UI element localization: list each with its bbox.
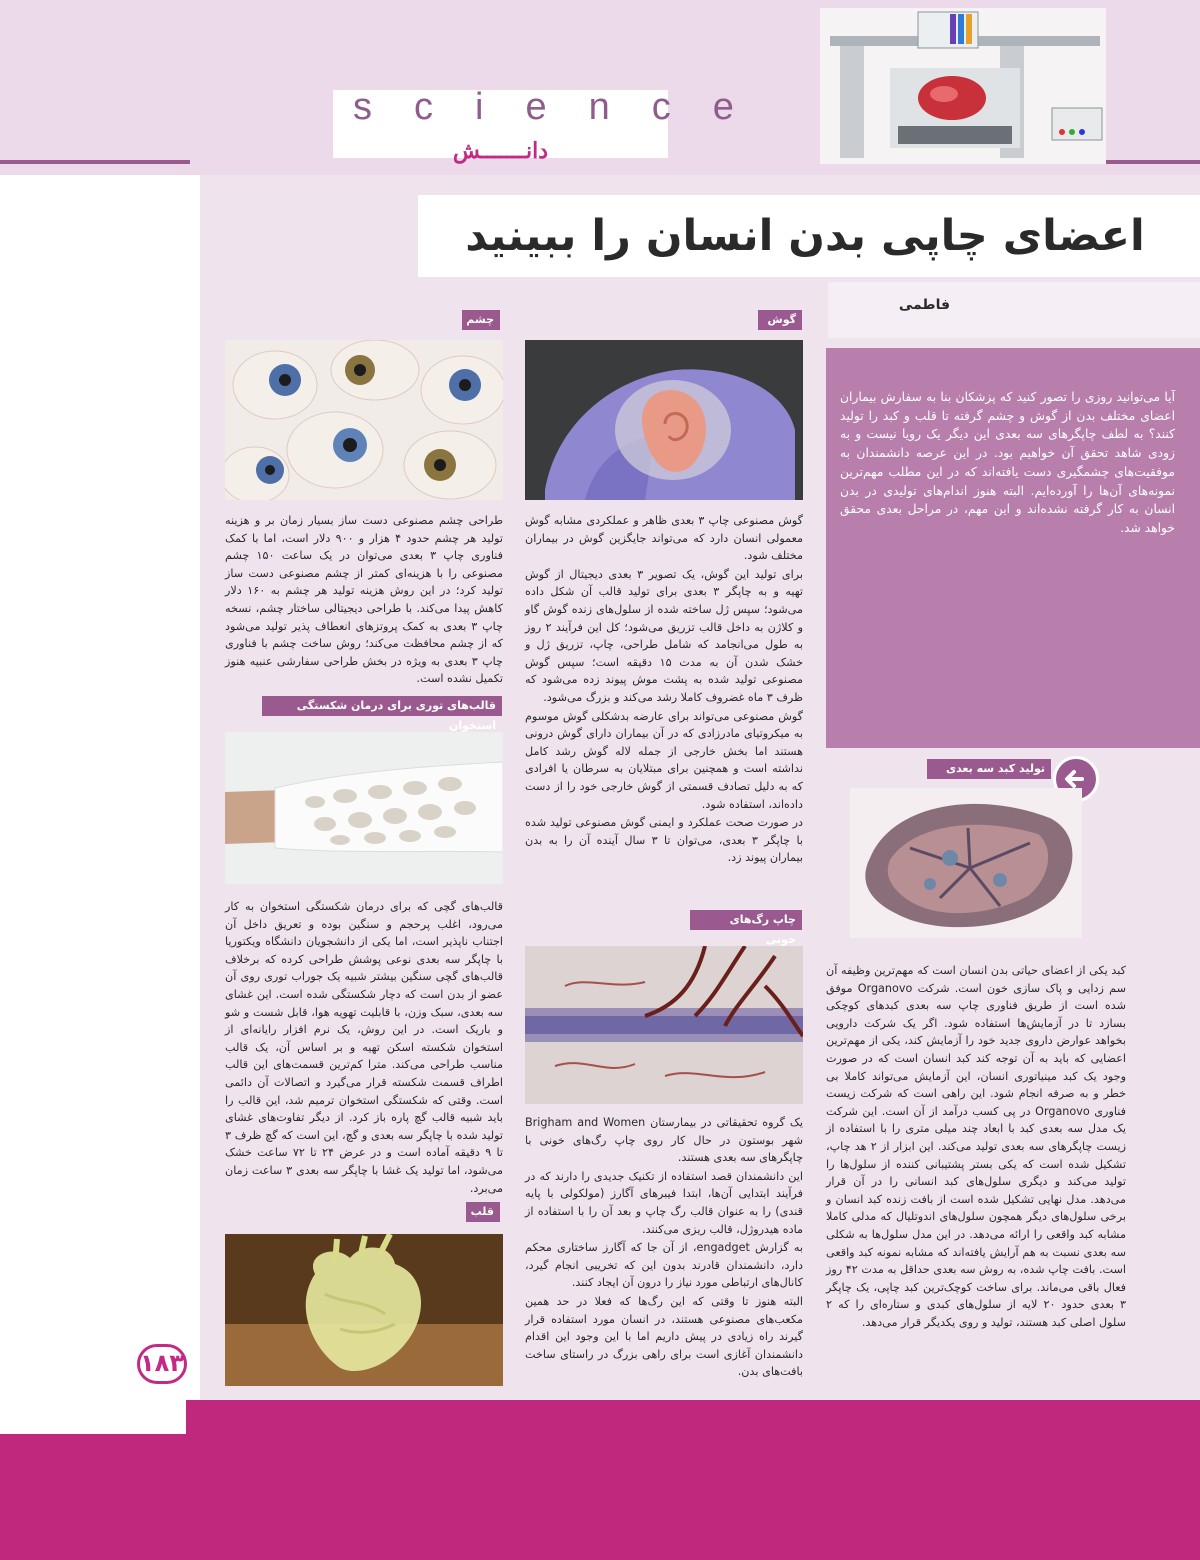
cast-text: قالب‌های گچی که برای درمان شکستگی استخوان به کار می‌رود، اغلب پرحجم و سنگین بوده و تعریق داخل آن اجتناب ناپذیر است، اما یکی از دانشجویان دانشگاه ویکتوریا با چاپگر سه بعدی نوعی پوشش طراحی کرده که برخلاف قالب‌های گچی سنگین بیشتر شبیه یک جوراب توری روی آن عضو از بدن است که دچار شکستگی شده است. این غشای سه بعدی، سبک وزن، با قابلیت تهویه هوا، قابل شست و شو و باریک است. در این روش، یک نرم افزار رایانه‌ای از استخوان شکسته اسکن تهیه و بر اساس آن، یک قالب مناسب طراحی می‌کند. مترا کم‌ترین قسمت‌های این قالب اطراف قسمت شکسته قرار می‌گیرد و اتصالات آن دائمی است. وقتی که شکستگی استخوان ترمیم شد، این قالب را باید شبیه قالب گچ پاره باز کرد. از دیگر تفاوت‌های غشای تولید شده با چاپگر سه بعدی و گچ، این است که گچ ظرف ۳ تا ۹ دقیقه آماده است و در عرض ۲۴ تا ۷۲ ساعت خشک می‌شود، اما تولید یک غشا با چاپگر سه بعدی ۳ ساعت زمان می‌برد. (225, 900, 503, 1195)
ear-paragraph: گوش مصنوعی چاپ ۳ بعدی ظاهر و عملکردی مشابه گوش معمولی انسان دارد که می‌تواند جایگزین گوش در بیماران مختلف شود. (525, 514, 803, 563)
vessels-paragraph: به گزارش engadget، از آن جا که آگارز ساختاری محکم دارد، دانشمندان قادرند بدون این که تخریبی انجام گیرد، کانال‌های ارتباطی مورد نیاز را درون آن ایجاد کنند. (525, 1241, 804, 1290)
author-name: فاطمی (898, 297, 950, 313)
intro-text: آیا می‌توانید روزی را تصور کنید که پزشکان بنا به سفارش بیماران اعضای مختلف بدن از گوش و چشم گرفته تا قلب و کبد را تولید کنند؟ به لطف چاپگرهای سه بعدی این دیگر یک رویا نیست و به زودی شاهد تحقق آن خواهیم بود. در این عرصه دانشمندان به موفقیت‌های چشمگیری دست یافته‌اند که در این مطلب مهم‌ترین نمونه‌های آن‌ها را آورده‌ایم. البته هنوز اندام‌های تولیدی در بدن انسان به کار گرفته نشده‌اند و این مهم، در مراحل بعدی محقق خواهد شد. (840, 390, 1175, 535)
liver-image (850, 788, 1082, 938)
section-label: دانـــــــش (452, 138, 549, 163)
header-divider-right (1104, 160, 1200, 164)
eye-text: طراحی چشم مصنوعی دست ساز بسیار زمان بر و هزینه تولید هر چشم حدود ۴ هزار و ۹۰۰ دلار است، اما با کمک فناوری چاپ ۳ بعدی می‌توان در یک ساعت ۱۵۰ چشم مصنوعی را با هزینه‌ای کمتر از چشم مصنوعی دست ساز تولید کرد؛ در این روش هزینه تولید هر چشم به ۱۶۰ دلار کاهش پیدا می‌کند. با طراحی دیجیتالی ساختار چشم، نسخه چاپ ۳ بعدی به کمک پروتز‌های انعطاف پذیر تولید می‌شود که از چشم محافظت می‌کند؛ روش ساخت چشم با فناوری چاپ ۳ بعدی به ویژه در بخش طراحی سفارشی عنبیه هنوز تکمیل نشده است. (225, 514, 504, 686)
eye-image (225, 340, 503, 500)
eye-label: چشم (462, 310, 500, 330)
vessels-paragraph: یک گروه تحقیقاتی در بیمارستان Brigham and Women شهر بوستون در حال کار روی چاپ رگ‌های خونی با چاپگرهای سه بعدی هستند. (525, 1116, 803, 1165)
cast-label: قالب‌های توری برای درمان شکستگی استخوان (262, 696, 502, 716)
header-divider-left (0, 160, 190, 164)
article-title: اعضای چاپی بدن انسان را ببینید (465, 211, 1145, 261)
ear-image (525, 340, 803, 500)
page-number: ۱۸۳ (137, 1344, 187, 1384)
cast-image (225, 732, 503, 884)
vessels-paragraph: البته هنوز تا وقتی که این رگ‌ها که فعلا در حد همین مکعب‌های مصنوعی هستند، در انسان مورد استفاده قرار گیرند راه زیادی در پیش داریم اما با این وجود این اقدام دانشمندان آغازی است برای راهی بزرگ در راستای ساخت بافت‌های بدن. (525, 1294, 803, 1379)
ear-paragraph: در صورت صحت عملکرد و ایمنی گوش مصنوعی تولید شده با چاپگر ۳ بعدی، می‌توان تا ۳ سال آینده آن را به بدن بیماران پیوند زد. (525, 816, 803, 865)
ear-text (525, 512, 803, 868)
liver-text: کبد یکی از اعضای حیاتی بدن انسان است که مهم‌ترین وظیفه آن سم زدایی و پاک سازی خون است. شرکت Organovo موفق شده است از طریق فناوری چاپ سه بعدی کبدهای کوچکی بسازد تا در آزمایش‌ها استفاده شود. اگر یک شرکت دارویی بخواهد عوارض داروی جدید خود را آزمایش کند، یکی از مهم‌ترین اعضایی که باید به آن توجه کند کبد انسان است که در صورت وجود یک کبد مینیاتوری انسان، این آزمایش می‌تواند کاملا بی خطر و به صرفه انجام شود. این راهی است که شرکت زیست فناوری Organovo در پی کسب درآمد از آن است. این شرکت یک مدل سه بعدی کبد با ابعاد چند میلی متری را با استفاده از زیست چاپگرهای سه بعدی تولید می‌کند. این ابزار از ۲ هد چاپ، تشکیل شده است که یکی بستر پشتیبانی کننده از سلول‌ها را تولید می‌کند و دیگری سلول‌های کبد انسانی را در آن قرار می‌دهد. مدل نهایی تشکیل شده است از بافت زنده کبد انسان و برخی سلول‌های دیگر همچون سلول‌های اندوتلیال که مدلی کاملا مشابه کبد واقعی را ارائه می‌دهد. در این مدل سلول‌ها به شکلی سه بعدی نسبت به هم آرایش یافته‌اند که مشابه نمونه کبد واقعی است. بافت چاپ شده، به روش سه بعدی حداقل به مدت ۴۲ روز فعال باقی می‌ماند. برای ساخت کوچک‌ترین کبد چاپی، یک چاپگر ۳ بعدی حدود ۲۰ لایه از سلول‌های کبدی و ستاره‌ای را که ۲ سلول اصلی کبد هستند، تولید و روی یکدیگر قرار می‌دهد. (826, 964, 1127, 1329)
footer-notch (0, 1400, 186, 1434)
ear-label: گوش (758, 310, 802, 330)
vessels-image (525, 946, 803, 1104)
vessels-label: چاپ رگ‌های خونی (690, 910, 802, 930)
liver-label: تولید کبد سه بعدی (927, 759, 1051, 779)
printer-image (820, 8, 1106, 164)
heart-image (225, 1234, 503, 1386)
ear-paragraph: گوش مصنوعی می‌تواند برای عارضه بدشکلی گوش موسوم به میکروتیای مادرزادی که در آن بیماران دارای گوش درونی هستند اما بخش خارجی از جمله لاله گوش رشد کامل نداشته است و همچنین برای مبتلایان به سرطان یا افرادی که به دلیل تصادف قسمتی از گوش خارجی خود را از دست داده‌اند، استفاده شود. (525, 709, 803, 811)
heart-label: قلب (466, 1202, 500, 1222)
ear-paragraph: برای تولید این گوش، یک تصویر ۳ بعدی دیجیتال از گوش تهیه و به چاپگر ۳ بعدی برای تولید قالب آن شکل داده می‌شود؛ سپس ژل ساخته شده از سلول‌های زنده گوش گاو و کلاژن به داخل قالب تزریق می‌شود؛ کل این فرآیند ۲ روز به طول می‌انجامد که شامل طراحی، چاپ، تزریق ژل و خشک شدن آن به مدت ۱۵ دقیقه است؛ سپس گوش مصنوعی تولید شده به پشت موش پیوند زده می‌شود که ظرف ۳ ماه غضروف کاملا رشد می‌کند و بزرگ می‌شود. (525, 567, 803, 704)
vessels-text (525, 1114, 803, 1382)
vessels-paragraph: این دانشمندان قصد استفاده از تکنیک جدیدی را دارند که در فرآیند ابتدایی آن‌ها، ابتدا فیبرهای آگارز (مولکولی با پایه قندی) را به عنوان قالب رگ چاپ و بعد آن را با استفاده از ماده هیدروژل، قالب ریزی می‌کنند. (525, 1169, 803, 1236)
science-word: science (353, 86, 776, 128)
